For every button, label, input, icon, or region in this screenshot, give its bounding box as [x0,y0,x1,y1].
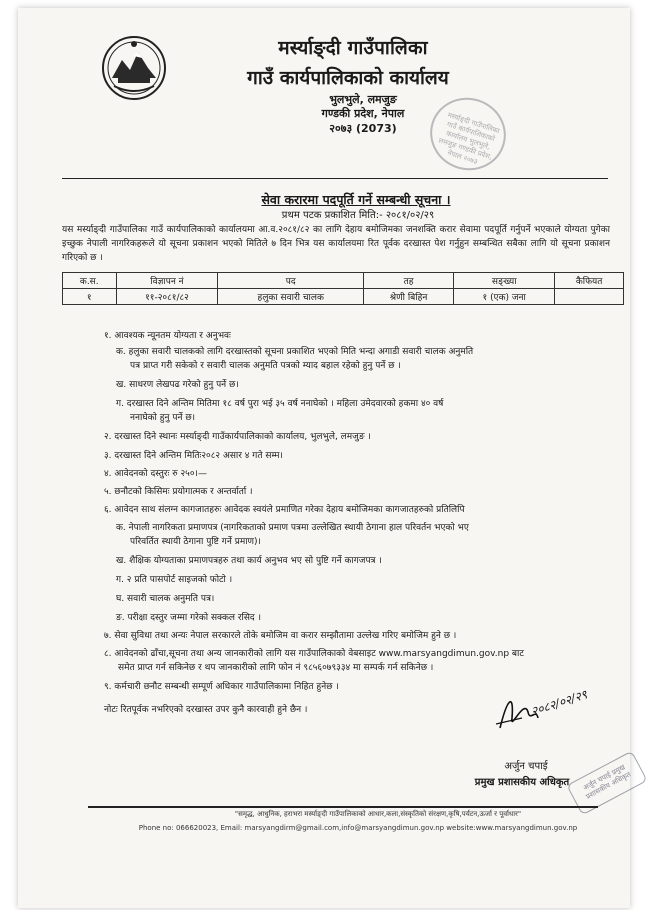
cell-remarks [555,289,624,305]
notice-page [18,8,633,908]
requirement-2: २. दरखास्त दिने स्थानः मर्स्याङ्दी गाउँकार्यपालिकाको कार्यालय, भुलभुले, लमजुङ । [104,432,371,442]
municipality-logo [100,34,168,104]
col-remarks: कैफियत [555,273,624,289]
signer-title: प्रमुख प्रशासकीय अधिकृत [474,777,570,788]
publication-date: प्रथम पटक प्रकाशित मिति:- २०८१/०२/२९ [281,210,435,221]
requirement-3: ३. दरखास्त दिने अन्तिम मितिः२०८२ असार ४ गते सम्म। [104,451,283,461]
requirement-9: ९. कर्मचारी छनौट सम्बन्धी सम्पूर्ण अधिकार गाउँपालिकामा निहित हुनेछ । [104,682,339,692]
col-post: पद [218,273,364,289]
requirement-6a-cont: परिवर्तित स्थायी ठेगाना पुष्टि गर्ने प्रमाण)। [130,537,261,547]
office-name: गाउँ कार्यपालिकाको कार्यालय [247,67,449,89]
col-level: तह [364,273,454,289]
cell-post: हलुका सवारी चालक [218,289,364,305]
signature-date: २०८२/०२/२९ [529,687,589,719]
address-line: भुलभुले, लमजुङ [329,93,397,106]
requirement-1a-cont: पत्र प्राप्त गरी सकेको र सवारी चालक अनुमति पत्रको म्याद बहाल रहेको हुनु पर्ने छ । [130,361,401,371]
cell-serial: १ [63,289,117,305]
requirement-8-cont: समेत प्राप्त गर्न सकिनेछ र थप जानकारीको लागि फोन नं ९८५६०७९३३४ मा सम्पर्क गर्न सकिनेछ । [118,663,434,673]
footer-slogan: "समृद्ध, आधुनिक, हराभरा मर्स्याङ्दी गाउँपालिकाको आधार,कला,संस्कृतिको संरक्षण,कृषि,पर्यटन,ऊर्जा र पूर्वाधार" [234,810,522,818]
requirement-4: ४. आवेदनको दस्तुरः रु २५०।— [104,469,207,479]
cell-level: श्रेणी बिहिन [364,289,454,305]
requirement-1b: ख. साधरण लेखपढ गरेको हुनु पर्ने छ। [116,380,239,390]
col-count: सङ्ख्या [454,273,555,289]
requirement-8: ८. आवेदनको ढाँचा,सूचना तथा अन्य जानकारीको लागि यस गाउँपालिकाको वेबसाइट www.marsyangdimun.gov.np बाट [104,649,524,659]
established-year: २०७३ (2073) [329,122,397,135]
requirement-6b: ख. शैक्षिक योग्यताका प्रमाणपत्रहरु तथा कार्य अनुभव भए सो पुष्टि गर्ने कागजपत्र । [116,556,382,566]
vacancy-table [62,272,624,305]
office-stamp-text: मर्स्याङ्दी गाउँपालिका गाउँ कार्यपालिकाको कार्यालय भुलभुले, लमजुङ गण्डकी प्रदेश, नेपाल २०७३ [437,111,501,167]
requirement-5: ५. छनौटको किसिमः प्रयोगात्मक र अन्तर्वार्ता । [104,487,253,497]
requirement-7: ७. सेवा सुविधा तथा अन्यः नेपाल सरकारले तोके बमोजिम वा करार सम्झौतामा उल्लेख गरिए बमोजिम हुने छ । [104,631,457,641]
requirement-1c: ग. दरखास्त दिने अन्तिम मितिमा १८ वर्ष पुरा भई ३५ वर्ष ननाघेको । महिला उमेदवारको हकमा ४० वर्ष [116,399,444,409]
requirement-6e: ङ. परीक्षा दस्तुर जम्मा गरेको सक्कल रसिद । [116,613,261,623]
municipality-name: मर्स्याङ्दी गाउँपालिका [278,37,428,59]
requirement-1c-cont: ननाघेको हुनु पर्ने छ। [130,413,196,423]
requirement-6d: घ. सवारी चालक अनुमति पत्र। [116,594,215,604]
signature-stamp-text: अर्जुन चपाई प्रमुख प्रशासकीय अधिकृत [581,763,633,801]
requirement-6a: क. नेपाली नागरिकता प्रमाणपत्र (नागरिकताको प्रमाण पत्रमा उल्लेखित स्थायी ठेगाना हाल परिवर्तन भएको भए [116,523,469,533]
col-ad-number: विज्ञापन नं [116,273,218,289]
requirement-6c: ग. २ प्रति पासपोर्ट साइजको फोटो । [116,575,233,585]
footer-divider [88,806,598,808]
header-divider [62,178,608,179]
requirement-1: १. आवश्यक न्यूनतम योग्यता र अनुभवः [104,331,231,341]
table-header-row [63,273,624,289]
cell-ad-number: ११-२०८१/८२ [116,289,218,305]
requirement-1a: क. हलुका सवारी चालकको लागि दरखास्तको सूचना प्रकाशित भएको मिति भन्दा अगाडी सवारी चालक अनुमति [116,347,474,357]
notice-intro: यस मर्स्याङ्दी गाउँपालिका गाउँ कार्यपालिकाको कार्यालयमा आ.व.२०८१/८२ का लागि देहाय बमोजिमका जनशक्ति करार सेवामा पदपूर्ति गर्नुपर्ने भएकाले योग्यता पुगेका इच्छुक नेपाली नागरिकहरूले यो सूचना प्रकाशन भएको मितिले ७ दिन भित्र यस कार्यालयमा रित पूर्वक दरखास्त पेश गर्नुहुन सम्बन्धित सबैका लागि यो सूचना प्रकाशन गरिएको छ । [62,225,610,263]
cell-count: १ (एक) जना [454,289,555,305]
requirement-6: ६. आवेदन साथ संलग्न कागजातहरुः आवेदक स्वयंले प्रमाणित गरेका देहाय बमोजिमका कागजातहरुको प्रतिलिपि [104,505,465,515]
col-serial: क.स. [63,273,117,289]
footer-contact: Phone no: 066620023, Email: marsyangdirm@gmail.com,info@marsyangdimun.gov.np website:www.marsyangdimun.gov.np [138,824,578,832]
province-line: गण्डकी प्रदेश, नेपाल [321,107,405,120]
signer-name: अर्जुन चपाई [504,761,548,772]
table-row [63,289,624,305]
notice-title: सेवा करारमा पदपूर्ति गर्ने सम्बन्धी सूचना । [261,192,451,207]
note-text: नोटः रितपूर्वक नभरिएको दरखास्त उपर कुनै कारवाही हुने छैन । [104,705,308,715]
